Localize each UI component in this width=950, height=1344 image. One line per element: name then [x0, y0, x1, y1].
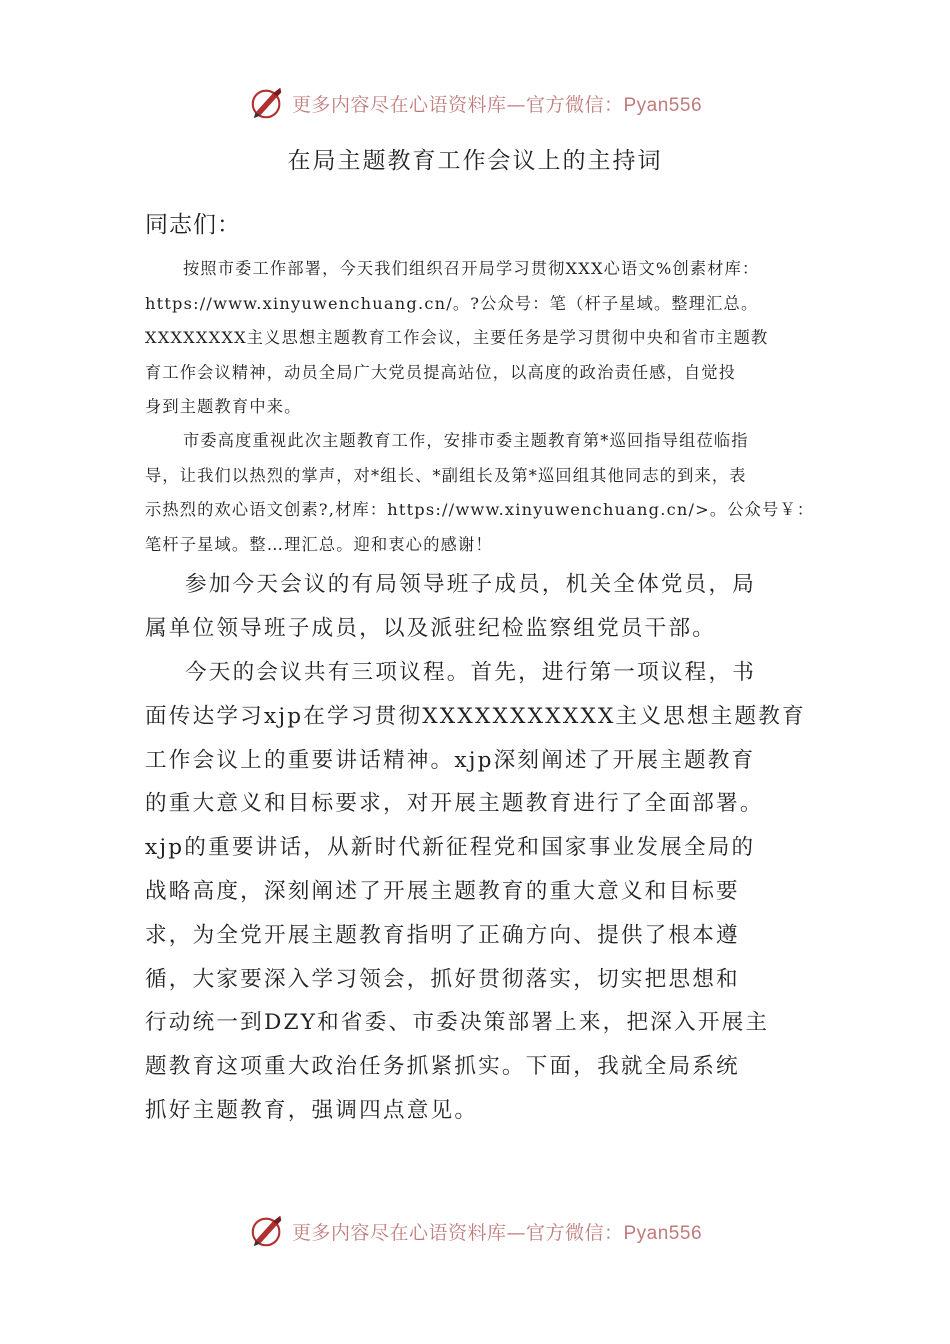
paragraph-4-line: xjp的重要讲话，从新时代新征程党和国家事业发展全局的: [145, 835, 756, 861]
paragraph-1-line: 身到主题教育中来。: [145, 397, 302, 416]
header-banner: [0, 84, 950, 122]
pen-logo-icon: [248, 1212, 286, 1250]
paragraph-4-line: 的重大意义和目标要求，对开展主题教育进行了全面部署。: [145, 791, 764, 817]
paragraph-3-line: 参加今天会议的有局领导班子成员，机关全体党员，局: [185, 572, 757, 597]
paragraph-4-line: 工作会议上的重要讲话精神。xjp深刻阐述了开展主题教育: [145, 747, 756, 773]
paragraph-1-line: https://www.xinyuwenchuang.cn/。?公众号：笔（杆子星域。整理汇总。: [145, 293, 759, 313]
paragraph-2-line: 导，让我们以热烈的掌声，对*组长、*副组长及第*巡回组其他同志的到来，表: [145, 465, 747, 485]
salutation: 同志们：: [145, 212, 241, 238]
footer-banner-text: 更多内容尽在心语资料库—官方微信：Pyan556: [291, 1221, 703, 1244]
paragraph-4-line: 战略高度，深刻阐述了开展主题教育的重大意义和目标要: [145, 878, 740, 904]
header-banner-text: 更多内容尽在心语资料库—官方微信：Pyan556: [291, 93, 703, 116]
paragraph-4-line: 题教育这项重大政治任务抓紧抓实。下面，我就全局系统: [145, 1054, 740, 1080]
paragraph-2: [145, 424, 815, 562]
paragraph-4-line: 抓好主题教育，强调四点意见。: [145, 1097, 479, 1123]
paragraph-4-line: 循，大家要深入学习领会，抓好贯彻落实，切实把思想和: [145, 966, 740, 992]
paragraph-3-line: 属单位领导班子成员，以及派驻纪检监察组党员干部。: [145, 615, 717, 641]
paragraph-1-line: 育工作会议精神，动员全局广大党员提高站位，以高度的政治责任感，自觉投: [145, 362, 737, 382]
footer-banner: [0, 1212, 950, 1250]
paragraph-3: [145, 563, 805, 651]
paragraph-4-line: 行动统一到DZY和省委、市委决策部署上来，把深入开展主: [145, 1010, 770, 1036]
paragraph-4-line: 求，为全党开展主题教育指明了正确方向、提供了根本遵: [145, 922, 740, 948]
paragraph-1-line: XXXXXXXX主义思想主题教育工作会议，主要任务是学习贯彻中央和省市主题教: [145, 328, 769, 347]
paragraph-1: [145, 252, 805, 425]
paragraph-1-line: 按照市委工作部署，今天我们组织召开局学习贯彻XXX心语文%创素材库：: [183, 259, 760, 278]
paragraph-4-line: 面传达学习xjp在学习贯彻XXXXXXXXXXX主义思想主题教育: [145, 703, 806, 729]
paragraph-2-line: 示热烈的欢心语文创素?,材库：https://www.xinyuwenchuang.cn/>。公众号￥：: [145, 500, 815, 519]
pen-logo-icon: [248, 84, 286, 122]
paragraph-2-line: 笔杆子星域。整…理汇总。迎和衷心的感谢！: [145, 534, 493, 554]
paragraph-4: [145, 651, 805, 1133]
page-title: 在局主题教育工作会议上的主持词: [287, 148, 663, 174]
paragraph-4-line: 今天的会议共有三项议程。首先，进行第一项议程，书: [185, 660, 757, 685]
paragraph-2-line: 市委高度重视此次主题教育工作，安排市委主题教育第*巡回指导组莅临指: [183, 431, 749, 450]
